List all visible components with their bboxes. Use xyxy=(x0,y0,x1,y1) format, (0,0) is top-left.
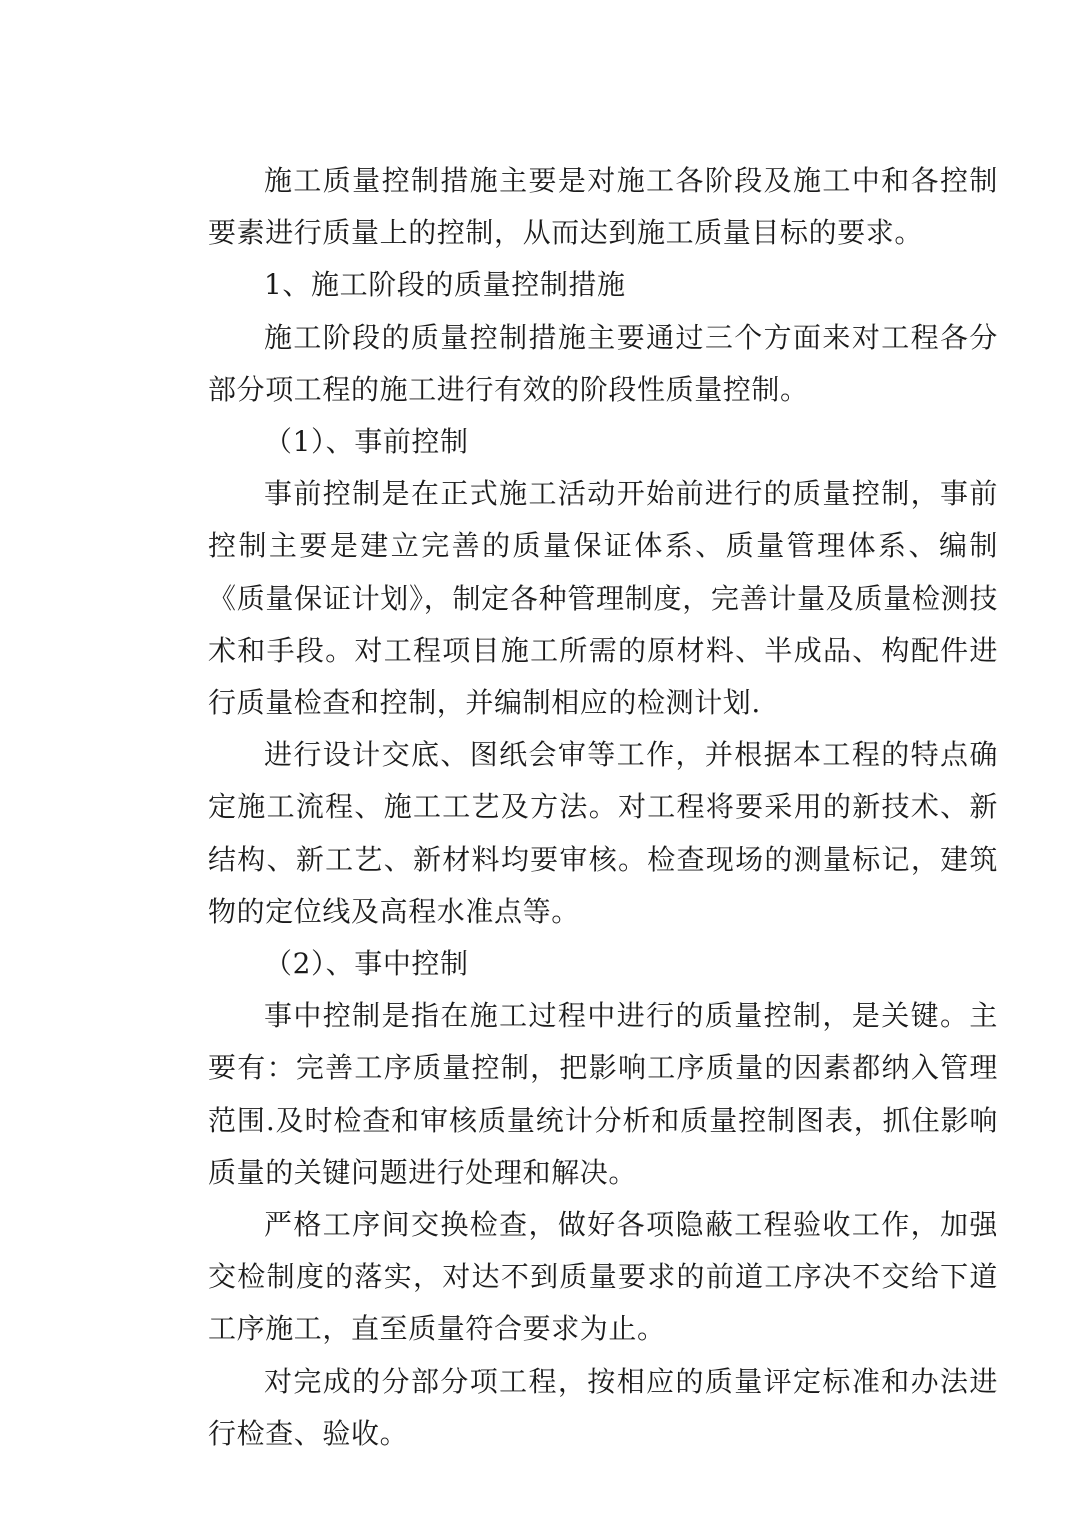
paragraph-acceptance: 对完成的分部分项工程，按相应的质量评定标准和办法进行检查、验收。 xyxy=(208,1364,998,1450)
paragraph-pre-control: 事前控制是在正式施工活动开始前进行的质量控制，事前控制主要是建立完善的质量保证体系、质量管理体系、编制《质量保证计划》，制定各种管理制度，完善计量及质量检测技术和手段。对工程项目施工所需的原材料、半成品、构配件进行质量检查和控制，并编制相应的检测计划. xyxy=(208,477,998,720)
paragraph-handover-inspection: 严格工序间交换检查，做好各项隐蔽工程验收工作，加强交检制度的落实，对达不到质量要求的前道工序决不交给下道工序施工，直至质量符合要求为止。 xyxy=(208,1208,998,1346)
paragraph-intro: 施工质量控制措施主要是对施工各阶段及施工中和各控制要素进行质量上的控制，从而达到施工质量目标的要求。 xyxy=(208,164,998,250)
document-body xyxy=(208,155,998,1460)
paragraph-design-review: 进行设计交底、图纸会审等工作，并根据本工程的特点确定施工流程、施工工艺及方法。对工程将要采用的新技术、新结构、新工艺、新材料均要审核。检查现场的测量标记，建筑物的定位线及高程水准点等。 xyxy=(208,738,998,928)
subheading-pre-control: （1）、事前控制 xyxy=(264,425,469,459)
paragraph-stage-overview: 施工阶段的质量控制措施主要通过三个方面来对工程各分部分项工程的施工进行有效的阶段性质量控制。 xyxy=(208,320,998,406)
paragraph-in-process-control: 事中控制是指在施工过程中进行的质量控制，是关键。主要有：完善工序质量控制，把影响工序质量的因素都纳入管理范围.及时检查和审核质量统计分析和质量控制图表，抓住影响质量的关键问题进行处理和解决。 xyxy=(208,999,998,1189)
section-heading-construction-stage: 1、施工阶段的质量控制措施 xyxy=(264,268,626,302)
subheading-in-process-control: （2）、事中控制 xyxy=(264,947,469,981)
